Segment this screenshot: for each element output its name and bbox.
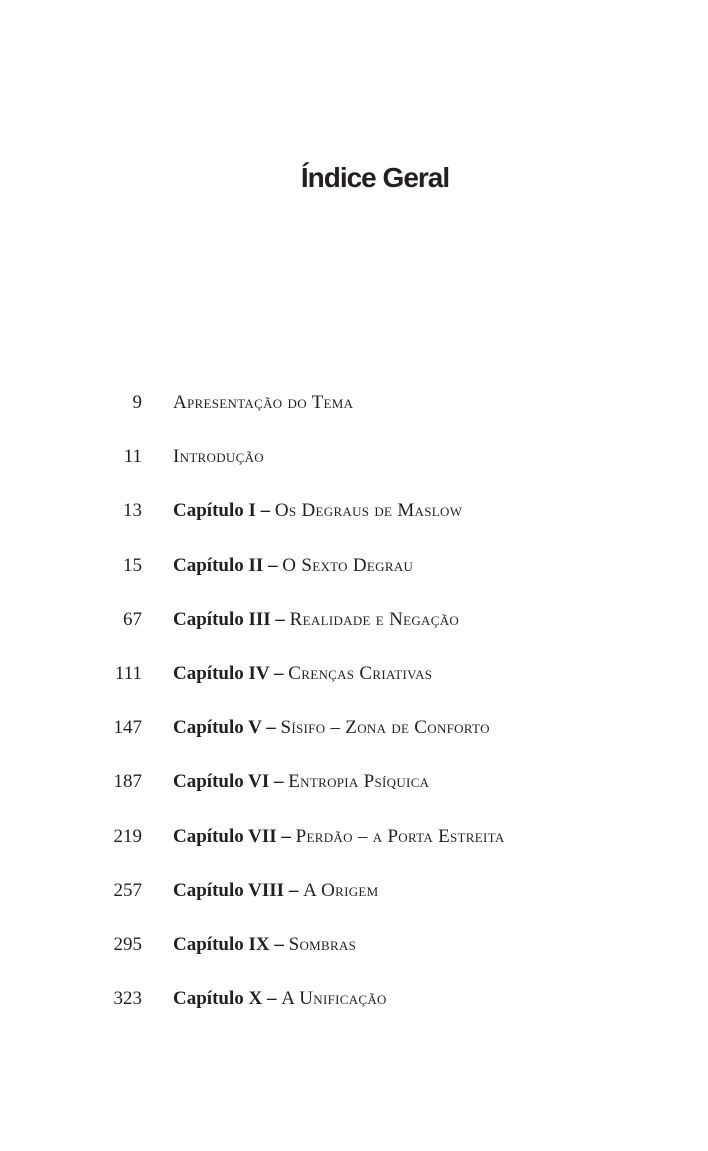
table-of-contents bbox=[0, 389, 708, 1039]
toc-entry[interactable] bbox=[0, 931, 708, 985]
toc-section-name: Entropia Psíquica bbox=[288, 771, 430, 793]
toc-separator: – bbox=[270, 608, 290, 630]
toc-separator: – bbox=[269, 771, 289, 793]
toc-page-number: 67 bbox=[123, 608, 142, 630]
toc-section-name: A Unificação bbox=[281, 988, 387, 1010]
toc-entry-title bbox=[173, 823, 505, 851]
toc-entry-title bbox=[173, 985, 387, 1013]
toc-chapter-label: Capítulo V bbox=[173, 717, 262, 739]
toc-entry[interactable] bbox=[0, 606, 708, 660]
toc-page-number: 9 bbox=[132, 392, 142, 413]
toc-chapter-label: Capítulo X bbox=[173, 988, 263, 1010]
toc-entry-title bbox=[173, 877, 379, 905]
toc-entry[interactable] bbox=[0, 497, 708, 551]
toc-entry[interactable] bbox=[0, 443, 708, 497]
toc-entry[interactable] bbox=[0, 660, 708, 714]
toc-separator: – bbox=[262, 988, 282, 1010]
toc-entry[interactable] bbox=[0, 823, 708, 877]
toc-entry-title bbox=[173, 497, 462, 525]
toc-section-name: Sísifo – Zona de Conforto bbox=[280, 717, 490, 739]
page-title: Índice Geral bbox=[300, 162, 450, 193]
toc-entry-title bbox=[173, 389, 353, 417]
toc-section-name: Realidade e Negação bbox=[289, 608, 460, 630]
toc-separator: – bbox=[261, 717, 281, 739]
toc-section-name: O Sexto Degrau bbox=[282, 554, 414, 576]
toc-section-name: Os Degraus de Maslow bbox=[274, 500, 463, 522]
toc-entry[interactable] bbox=[0, 389, 708, 443]
toc-page-number: 147 bbox=[113, 717, 142, 739]
toc-chapter-label: Capítulo VI bbox=[173, 771, 270, 793]
toc-separator: – bbox=[263, 554, 283, 576]
toc-entry[interactable] bbox=[0, 877, 708, 931]
toc-entry-title bbox=[173, 714, 490, 742]
toc-entry-title bbox=[173, 606, 459, 634]
toc-entry[interactable] bbox=[0, 552, 708, 606]
toc-chapter-label: Capítulo VIII bbox=[173, 879, 285, 901]
toc-chapter-label: Capítulo I bbox=[173, 500, 256, 522]
toc-entry-title bbox=[173, 443, 264, 471]
toc-section-name: Crenças Criativas bbox=[288, 662, 433, 684]
toc-separator: – bbox=[269, 933, 289, 955]
toc-page-number: 257 bbox=[113, 879, 142, 901]
toc-chapter-label: Capítulo IX bbox=[173, 933, 270, 955]
toc-page-number: 13 bbox=[123, 500, 142, 522]
toc-entry-title bbox=[173, 768, 429, 796]
toc-entry-title bbox=[173, 931, 356, 959]
toc-section-name: Sombras bbox=[288, 933, 357, 955]
toc-separator: – bbox=[255, 500, 275, 522]
toc-separator: – bbox=[276, 825, 296, 847]
toc-section-name: Introdução bbox=[173, 446, 264, 468]
toc-separator: – bbox=[269, 662, 289, 684]
toc-page-number: 11 bbox=[123, 446, 142, 468]
toc-chapter-label: Capítulo VII bbox=[173, 825, 277, 847]
toc-page-number: 187 bbox=[113, 771, 142, 793]
toc-entry[interactable] bbox=[0, 714, 708, 768]
toc-chapter-label: Capítulo III bbox=[173, 608, 271, 630]
toc-entry[interactable] bbox=[0, 985, 708, 1039]
toc-entry-title bbox=[173, 552, 413, 580]
toc-entry[interactable] bbox=[0, 768, 708, 822]
toc-page-number: 323 bbox=[113, 988, 142, 1010]
toc-page-number: 219 bbox=[113, 825, 142, 847]
toc-separator: – bbox=[284, 879, 304, 901]
toc-page-number: 111 bbox=[114, 662, 142, 684]
toc-chapter-label: Capítulo IV bbox=[173, 662, 270, 684]
toc-chapter-label: Capítulo II bbox=[173, 554, 264, 576]
toc-section-name: Perdão – a Porta Estreita bbox=[295, 825, 505, 847]
toc-page-number: 295 bbox=[113, 933, 142, 955]
toc-page-number: 15 bbox=[123, 554, 142, 576]
toc-entry-title bbox=[173, 660, 432, 688]
toc-section-name: Apresentação do Tema bbox=[173, 392, 354, 413]
toc-section-name: A Origem bbox=[303, 879, 379, 901]
